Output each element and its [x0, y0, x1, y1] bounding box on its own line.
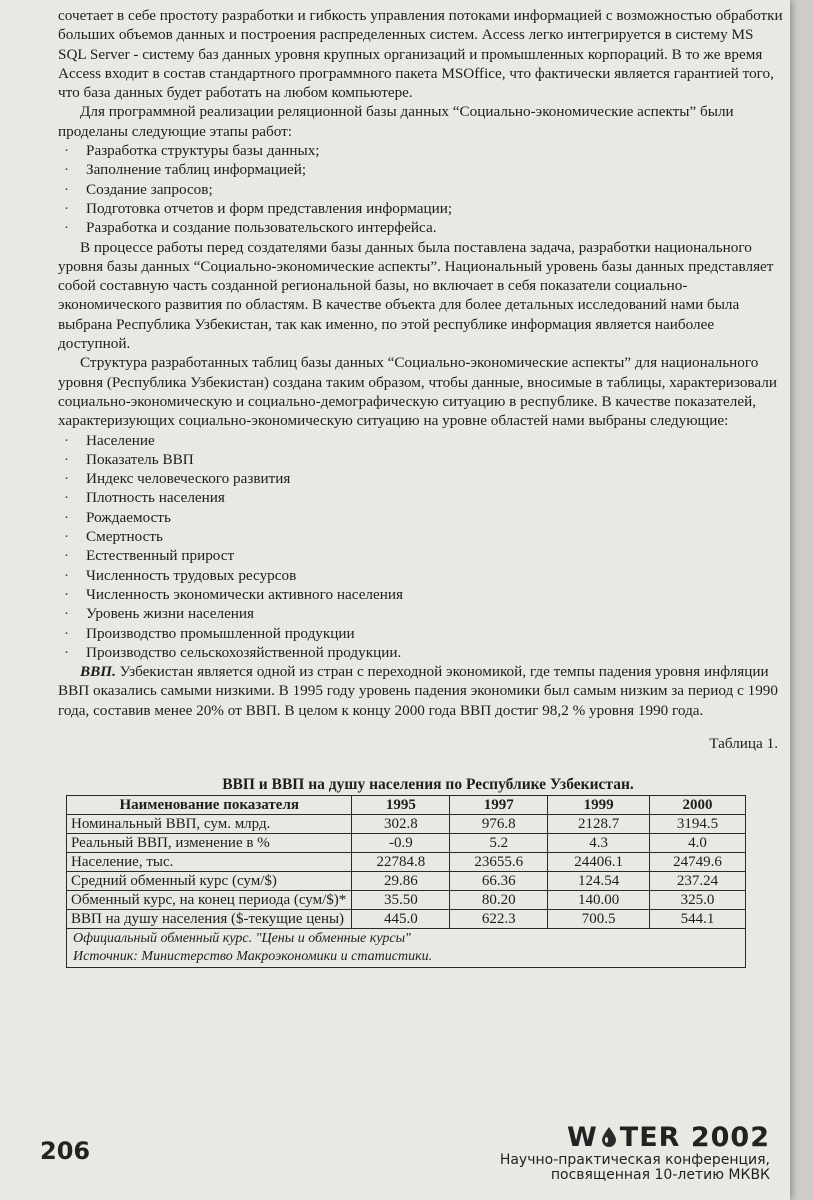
table-notes-row: [67, 928, 746, 967]
table-cell: 700.5: [548, 909, 650, 928]
list-item: · Разработка структуры базы данных;: [64, 141, 784, 160]
table-cell: 24749.6: [650, 852, 746, 871]
table-header-cell: Наименование показателя: [67, 795, 352, 814]
table-cell: Средний обменный курс (сум/$): [67, 871, 352, 890]
table-cell: 22784.8: [352, 852, 450, 871]
table-cell: ВВП на душу населения ($-текущие цены): [67, 909, 352, 928]
gdp-text: Узбекистан является одной из стран с переходной экономикой, где темпы падения уровня инфляции ВВП оказались самыми низкими. В 1995 году уровень падения экономики был самым низким за период с 1990 года, составив менее 20% от ВВП. В целом к концу 2000 года ВВП достиг 98,2 % уровня 1990 года.: [58, 663, 778, 719]
conference-brand: [500, 1123, 770, 1183]
table-notes: [67, 928, 746, 967]
brand-rest: TER 2002: [619, 1122, 770, 1153]
paragraph-stages-intro: Для программной реализации реляционной базы данных “Социально-экономические аспекты” были проделаны следующие этапы работ:: [58, 103, 734, 140]
table-row: [67, 814, 746, 833]
table-cell: 140.00: [548, 890, 650, 909]
water-drop-icon: [600, 1125, 618, 1147]
table-cell: 4.0: [650, 833, 746, 852]
table-cell: Обменный курс, на конец периода (сум/$)*: [67, 890, 352, 909]
table-note-source: Источник: Министерство Макроэкономики и статистики.: [73, 948, 433, 964]
table-cell: 80.20: [450, 890, 548, 909]
table-header-cell: 1997: [450, 795, 548, 814]
table-row: [67, 909, 746, 928]
table-row: [67, 871, 746, 890]
list-item: · Численность трудовых ресурсов: [64, 566, 784, 585]
list-item: · Создание запросов;: [64, 180, 784, 199]
table-cell: 23655.6: [450, 852, 548, 871]
conference-dedication: посвященная 10-летию МКВК: [550, 1167, 770, 1183]
table-cell: 24406.1: [548, 852, 650, 871]
table-cell: 124.54: [548, 871, 650, 890]
table-label: Таблица 1.: [709, 734, 778, 752]
list-item: · Смертность: [64, 527, 784, 546]
table-cell: Номинальный ВВП, сум. млрд.: [67, 814, 352, 833]
indicators-list: [58, 431, 784, 663]
paragraph-national-level: В процессе работы перед создателями базы данных была поставлена задача, разработки национального уровня базы данных “Социально-экономические аспекты”. Национальный уровень базы данных представляет собой составную часть созданной региональной базы, но включает в себя показатели социально-экономического развития по областям. В качестве объекта для более детальных исследований нами была выбрана Республика Узбекистан, так как именно, по этой республике информация является наиболее доступной.: [58, 238, 774, 353]
table-cell: 2128.7: [548, 814, 650, 833]
gdp-table: [66, 795, 746, 968]
table-cell: Население, тыс.: [67, 852, 352, 871]
list-item: · Численность экономически активного населения: [64, 585, 784, 604]
table-cell: Реальный ВВП, изменение в %: [67, 833, 352, 852]
table-cell: 445.0: [352, 909, 450, 928]
gdp-lead: ВВП.: [80, 663, 116, 681]
brand-title: [500, 1123, 770, 1153]
table-title: ВВП и ВВП на душу населения по Республике Узбекистан.: [222, 776, 634, 794]
table-row: [67, 890, 746, 909]
table-cell: 976.8: [450, 814, 548, 833]
table-note-rate: Официальный обменный курс. "Цены и обменные курсы": [73, 930, 411, 946]
list-item: · Население: [64, 431, 784, 450]
article-body: [58, 6, 784, 968]
list-item: · Показатель ВВП: [64, 450, 784, 469]
table-cell: 325.0: [650, 890, 746, 909]
paragraph-access: сочетает в себе простоту разработки и гибкость управления потоками информацией с возможностью обработки больших объемов данных и построения распределенных систем. Access легко интегрируется в систему MS SQL Server - систему баз данных уровня крупных организаций и промышленных корпораций. В то же время Access входит в состав стандартного программного пакета MSOffice, что фактически является гарантией того, что база данных будет работать на любом компьютере.: [58, 7, 783, 102]
table-cell: -0.9: [352, 833, 450, 852]
list-item: · Уровень жизни населения: [64, 604, 784, 623]
table-cell: 66.36: [450, 871, 548, 890]
table-cell: 5.2: [450, 833, 548, 852]
stages-list: [58, 141, 784, 237]
list-item: · Рождаемость: [64, 508, 784, 527]
list-item: · Плотность населения: [64, 488, 784, 507]
table-row: [67, 833, 746, 852]
brand-letter: W: [567, 1122, 598, 1153]
list-item: · Производство промышленной продукции: [64, 624, 784, 643]
paragraph-structure: Структура разработанных таблиц базы данных “Социально-экономические аспекты” для национального уровня (Республика Узбекистан) создана таким образом, чтобы данные, вносимые в таблицы, характеризовали социально-экономическую и социально-демографическую ситуацию в республике. В качестве показателей, характеризующих социально-экономическую ситуацию на уровне областей нами выбраны следующие:: [58, 354, 777, 430]
list-item: · Подготовка отчетов и форм представления информации;: [64, 199, 784, 218]
table-header-row: [67, 795, 746, 814]
page-number: 206: [40, 1137, 91, 1165]
table-header-cell: 2000: [650, 795, 746, 814]
paragraph-gdp: [58, 662, 784, 720]
list-item: · Разработка и создание пользовательского интерфейса.: [64, 218, 784, 237]
table-header-cell: 1995: [352, 795, 450, 814]
conference-subtitle: Научно-практическая конференция,: [499, 1152, 770, 1168]
table-cell: 35.50: [352, 890, 450, 909]
list-item: · Производство сельскохозяйственной продукции.: [64, 643, 784, 662]
list-item: · Естественный прирост: [64, 546, 784, 565]
table-cell: 3194.5: [650, 814, 746, 833]
list-item: · Заполнение таблиц информацией;: [64, 160, 784, 179]
table-cell: 237.24: [650, 871, 746, 890]
list-item: · Индекс человеческого развития: [64, 469, 784, 488]
table-row: [67, 852, 746, 871]
table-header-cell: 1999: [548, 795, 650, 814]
table-cell: 4.3: [548, 833, 650, 852]
table-cell: 29.86: [352, 871, 450, 890]
table-cell: 544.1: [650, 909, 746, 928]
table-cell: 622.3: [450, 909, 548, 928]
table-cell: 302.8: [352, 814, 450, 833]
